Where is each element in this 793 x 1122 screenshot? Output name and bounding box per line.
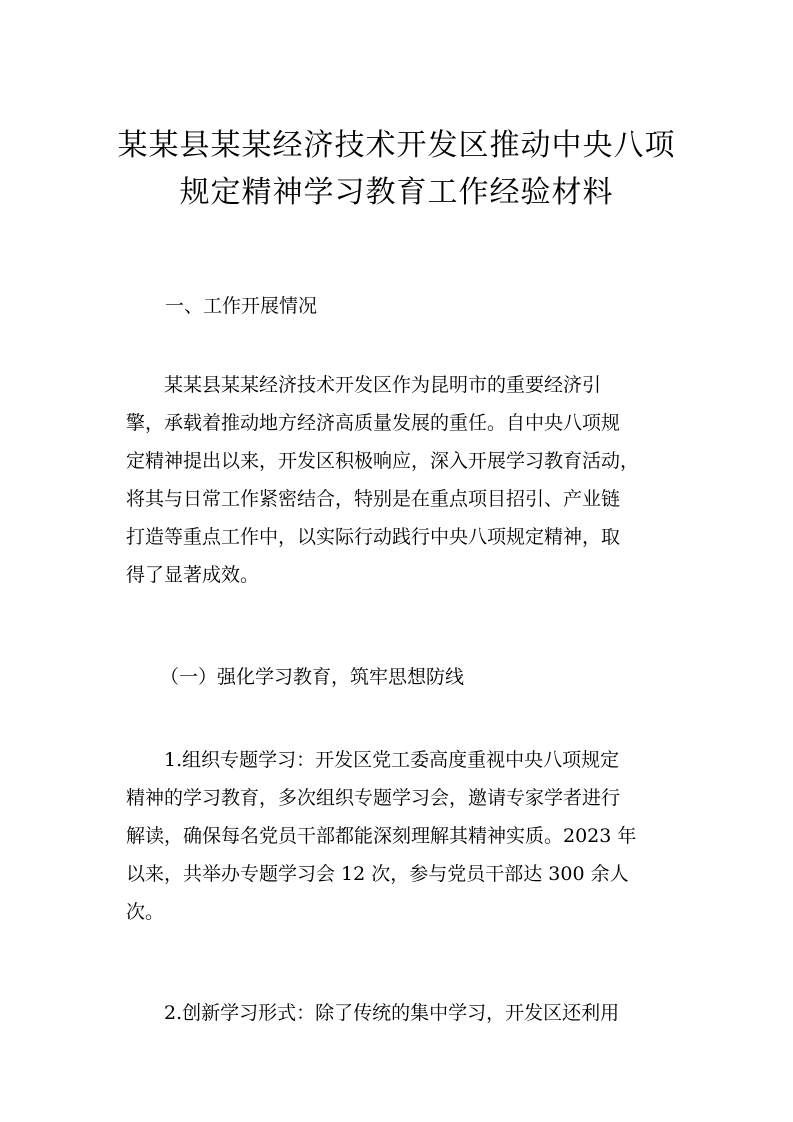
paragraph-line — [126, 480, 673, 518]
paragraph-line — [126, 994, 673, 1032]
section-heading: 一、工作开展情况 — [165, 295, 318, 317]
paragraph-study-forms — [126, 994, 673, 1032]
paragraph-line — [126, 404, 673, 442]
paragraph-line-text: 某某县某某经济技术开发区作为昆明市的重要经济引 — [126, 374, 602, 396]
paragraph-line — [126, 779, 673, 817]
paragraph-line-text: 精神的学习教育，多次组织专题学习会，邀请专家学者进行 — [126, 787, 621, 809]
paragraph-line — [126, 518, 673, 556]
paragraph-line — [126, 556, 673, 594]
paragraph-line — [126, 442, 673, 480]
paragraph-line-text: 擎，承载着推动地方经济高质量发展的重任。自中央八项规 — [126, 412, 621, 434]
paragraph-line-text: 打造等重点工作中，以实际行动践行中央八项规定精神，取 — [126, 526, 621, 548]
paragraph-line-text: 得了显著成效。 — [126, 564, 260, 586]
paragraph-line — [126, 893, 673, 931]
document-title-line-1: 某某县某某经济技术开发区推动中央八项 — [117, 128, 676, 163]
paragraph-line-text: 2.创新学习形式：除了传统的集中学习，开发区还利用 — [126, 1002, 620, 1024]
paragraph-line-text: 定精神提出以来，开发区积极响应，深入开展学习教育活动， — [126, 450, 640, 472]
paragraph-overview — [126, 366, 673, 594]
paragraph-line-text: 1.组织专题学习：开发区党工委高度重视中央八项规定 — [126, 749, 620, 771]
paragraph-line-text: 次。 — [126, 901, 165, 923]
paragraph-line-text: 以来，共举办专题学习会 12 次，参与党员干部达 300 余人 — [126, 863, 629, 885]
paragraph-line — [126, 817, 673, 855]
paragraph-line-text: 解读，确保每名党员干部都能深刻理解其精神实质。2023 年 — [126, 825, 637, 847]
paragraph-line — [126, 855, 673, 893]
paragraph-line — [126, 366, 673, 404]
subsection-heading: （一）强化学习教育，筑牢思想防线 — [160, 666, 465, 688]
document-title-line-2: 规定精神学习教育工作经验材料 — [179, 175, 614, 210]
paragraph-line — [126, 741, 673, 779]
paragraph-line-text: 将其与日常工作紧密结合，特别是在重点项目招引、产业链 — [126, 488, 621, 510]
paragraph-study-sessions — [126, 741, 673, 931]
